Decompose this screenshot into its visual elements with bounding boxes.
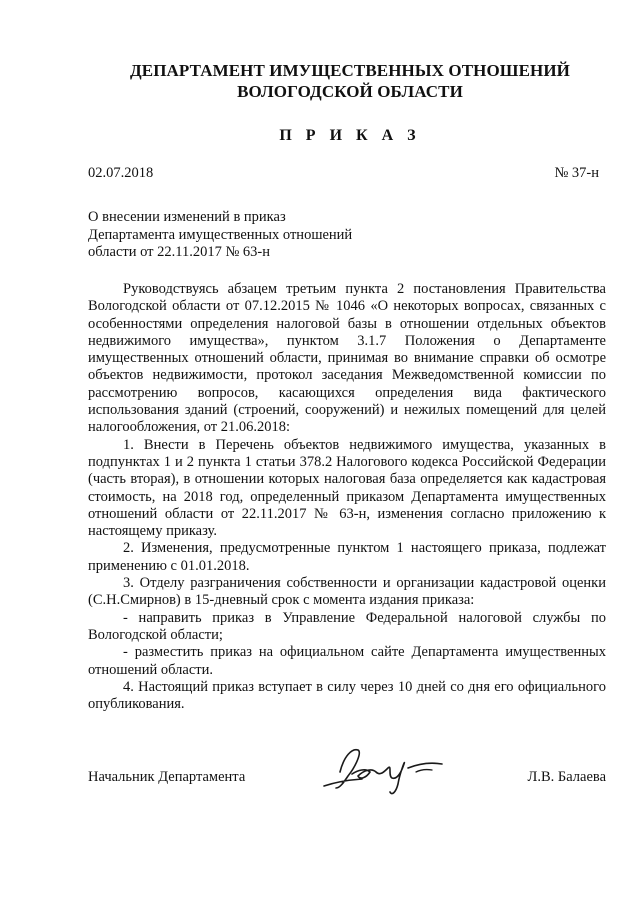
body-clause-3-item-1: - направить приказ в Управление Федеральной налоговой службы по Вологодской области; <box>88 609 606 643</box>
document-subject <box>88 209 408 262</box>
body-clause-4: 4. Настоящий приказ вступает в силу через 10 дней со дня его официального опубликования. <box>88 678 606 713</box>
signature-block <box>88 762 606 802</box>
organization-header <box>100 60 600 102</box>
body-clause-1: 1. Внести в Перечень объектов недвижимого имущества, указанных в подпунктах 1 и 2 пункта 1 статьи 378.2 Налогового кодекса Российской Федерации (часть вторая), в отношении которых налоговая база определяется как кадастровая стоимость, на 2018 год, определенный приказом Департамента имущественных отношений области от 22.11.2017 № 63-н, изменения согласно приложению к настоящему приказу. <box>88 436 606 540</box>
subject-line: Департамента имущественных отношений <box>88 226 353 243</box>
organization-name-line-1: ДЕПАРТАМЕНТ ИМУЩЕСТВЕННЫХ ОТНОШЕНИЙ <box>130 61 570 80</box>
handwritten-signature <box>318 742 448 798</box>
organization-name-line-2: ВОЛОГОДСКОЙ ОБЛАСТИ <box>237 82 463 101</box>
subject-line: О внесении изменений в приказ <box>88 209 286 225</box>
body-clause-3-item-2: - разместить приказ на официальном сайте Департамента имущественных отношений области. <box>88 644 606 678</box>
body-clause-3: 3. Отделу разграничения собственности и организации кадастровой оценки (С.Н.Смирнов) в 15-дневный срок с момента издания приказа: <box>88 575 606 609</box>
document-date: 02.07.2018 <box>88 165 154 181</box>
signatory-name: Л.В. Балаева <box>527 769 606 785</box>
body-preamble: Руководствуясь абзацем третьим пункта 2 постановления Правительства Вологодской области от 07.12.2015 № 1046 «О некоторых вопросах, связанных с особенностями определения налоговой базы в отношении отдельных объектов недвижимого имущества», пунктом 3.1.7 Положения о Департаменте имущественных отношений области, принимая во внимание справки об осмотре объектов недвижимости, протокол заседания Межведомственной комиссии по рассмотрению вопросов, касающихся определения вида фактического использования зданий (строений, сооружений) и нежилых помещений для целей налогообложения, от 21.06.2018: <box>88 281 606 436</box>
document-number: № 37-н <box>554 165 599 181</box>
subject-line: области от 22.11.2017 № 63-н <box>88 244 271 261</box>
document-body <box>88 281 606 713</box>
document-type-title: П Р И К А З <box>279 127 421 144</box>
body-clause-2: 2. Изменения, предусмотренные пунктом 1 настоящего приказа, подлежат применению с 01.01.2018. <box>88 540 606 574</box>
signatory-position: Начальник Департамента <box>88 769 246 785</box>
